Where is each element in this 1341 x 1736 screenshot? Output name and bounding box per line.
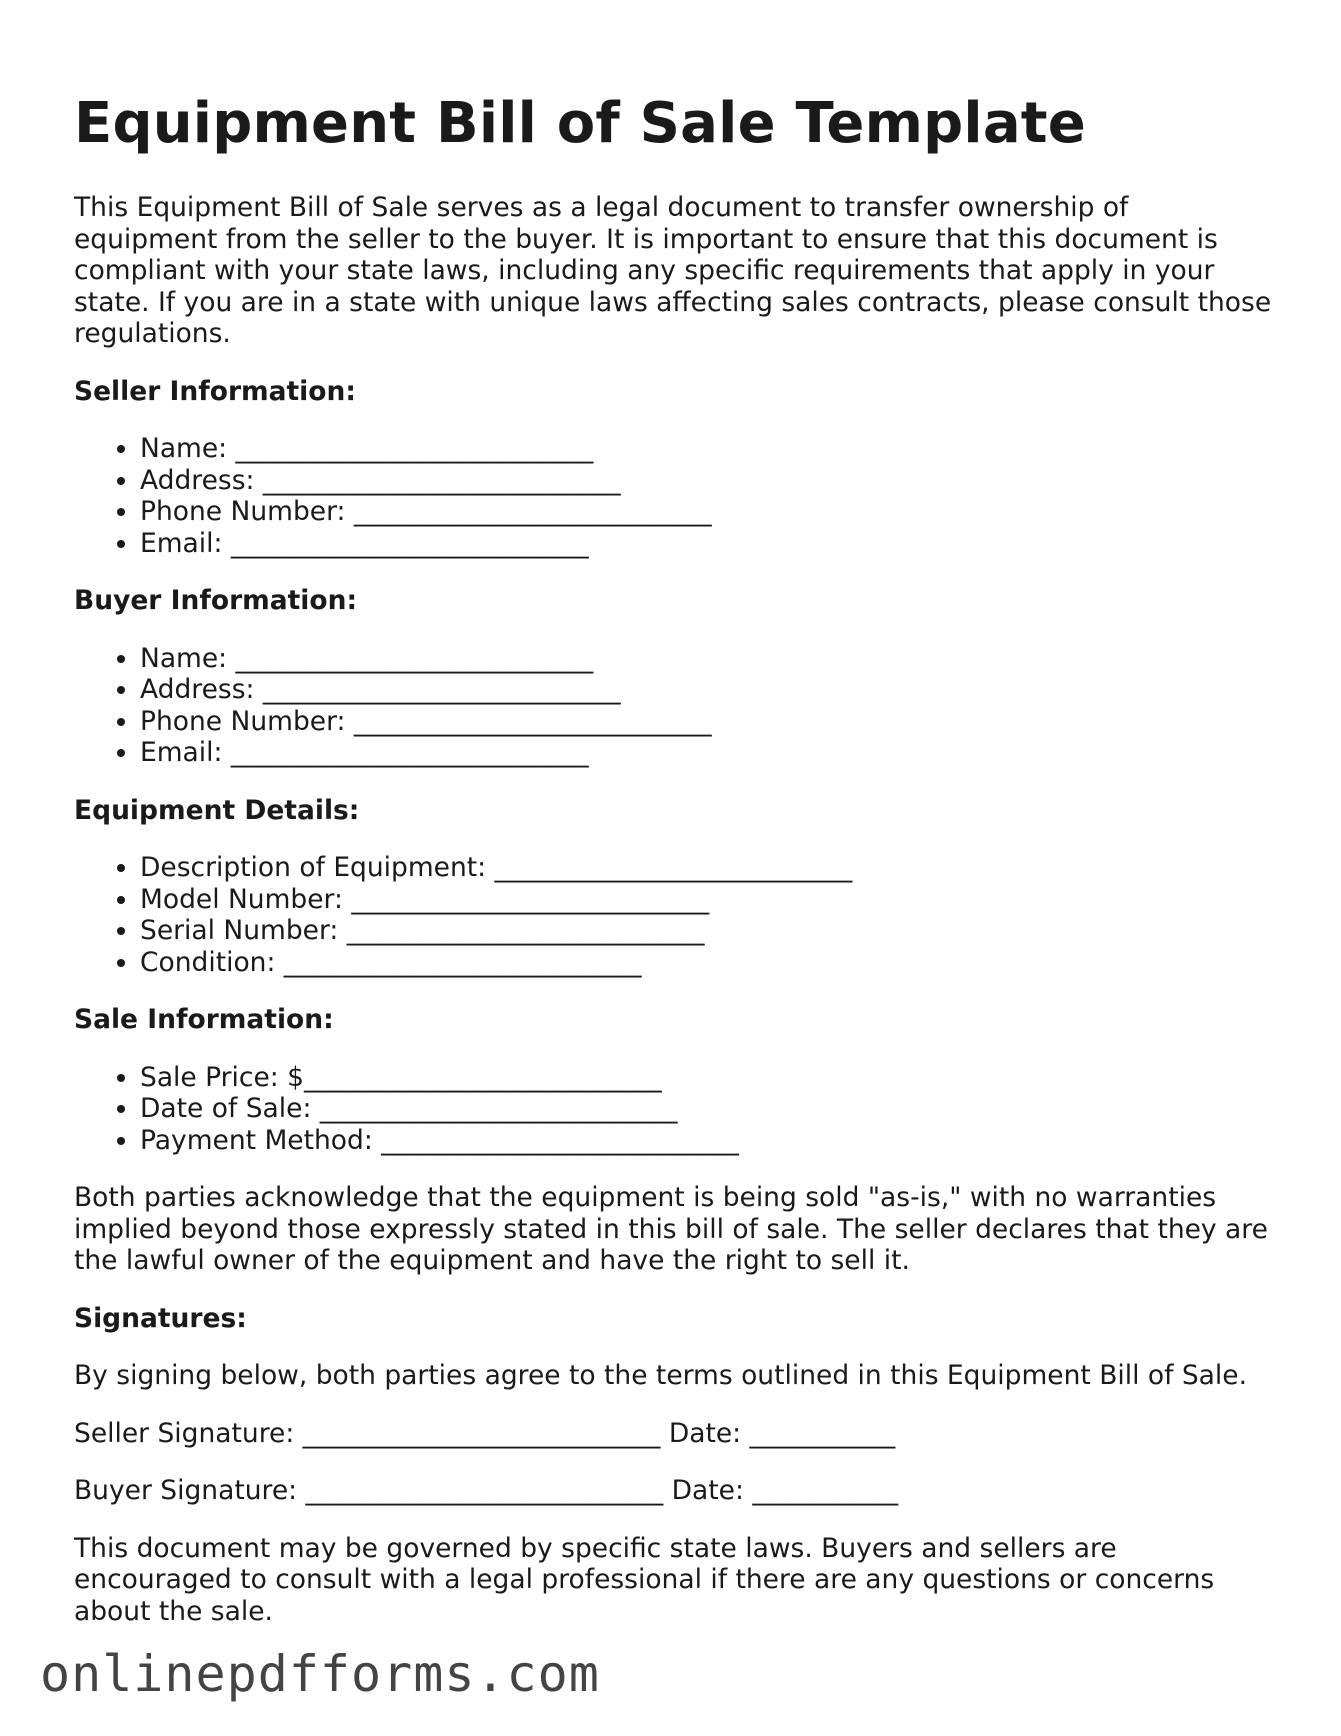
footer-note: This document may be governed by specific state laws. Buyers and sellers are encouraged to consult with a legal professional if there are any questions or concerns about the sale. (74, 1532, 1215, 1627)
sale-heading: Sale Information: (74, 1004, 334, 1035)
document-title: Equipment Bill of Sale Template (74, 91, 1086, 156)
buyer-signature-line[interactable]: Buyer Signature: ___________________________ Date: ___________ (74, 1475, 899, 1506)
equipment-description-field[interactable]: • Description of Equipment: ___________________________ (140, 852, 1274, 884)
buyer-heading: Buyer Information: (74, 585, 358, 616)
sale-date-field[interactable]: • Date of Sale: ___________________________ (140, 1093, 1274, 1125)
seller-phone-field[interactable]: • Phone Number: ___________________________ (140, 496, 1274, 528)
equipment-condition-field[interactable]: • Condition: ___________________________ (140, 947, 1274, 979)
buyer-phone-field[interactable]: • Phone Number: ___________________________ (140, 706, 1274, 738)
payment-method-field[interactable]: • Payment Method: ___________________________ (140, 1125, 1274, 1157)
seller-fields-list (74, 433, 1274, 559)
equipment-serial-field[interactable]: • Serial Number: ___________________________ (140, 915, 1274, 947)
acknowledgment-paragraph: Both parties acknowledge that the equipment is being sold "as-is," with no warranties implied beyond those expressly stated in this bill of sale. The seller declares that they are the lawful owner of the equipment and have the right to sell it. (74, 1182, 1268, 1276)
agreement-paragraph: By signing below, both parties agree to the terms outlined in this Equipment Bill of Sale. (74, 1360, 1248, 1391)
buyer-email-field[interactable]: • Email: ___________________________ (140, 737, 1274, 769)
seller-signature-line[interactable]: Seller Signature: ___________________________ Date: ___________ (74, 1417, 896, 1449)
sale-fields-list (74, 1062, 1274, 1157)
equipment-heading: Equipment Details: (74, 794, 360, 826)
buyer-name-field[interactable]: • Name: ___________________________ (140, 643, 1274, 675)
seller-name-field[interactable]: • Name: ___________________________ (140, 433, 1274, 465)
seller-email-field[interactable]: • Email: ___________________________ (140, 528, 1274, 560)
equipment-model-field[interactable]: • Model Number: ___________________________ (140, 884, 1274, 916)
signatures-heading: Signatures: (74, 1302, 247, 1334)
equipment-fields-list (74, 852, 1274, 978)
watermark-text: onlinepdfforms.com (40, 1645, 600, 1703)
buyer-fields-list (74, 643, 1274, 769)
seller-address-field[interactable]: • Address: ___________________________ (140, 465, 1274, 497)
buyer-address-field[interactable]: • Address: ___________________________ (140, 674, 1274, 706)
sale-price-field[interactable]: • Sale Price: $___________________________ (140, 1062, 1274, 1094)
document-body (74, 192, 1274, 1653)
intro-paragraph: This Equipment Bill of Sale serves as a legal document to transfer ownership of equipment from the seller to the buyer. It is important to ensure that this document is compliant with your state laws, including any specific requirements that apply in your state. If you are in a state with unique laws affecting sales contracts, please consult those regulations. (74, 192, 1272, 349)
seller-heading: Seller Information: (74, 375, 356, 407)
